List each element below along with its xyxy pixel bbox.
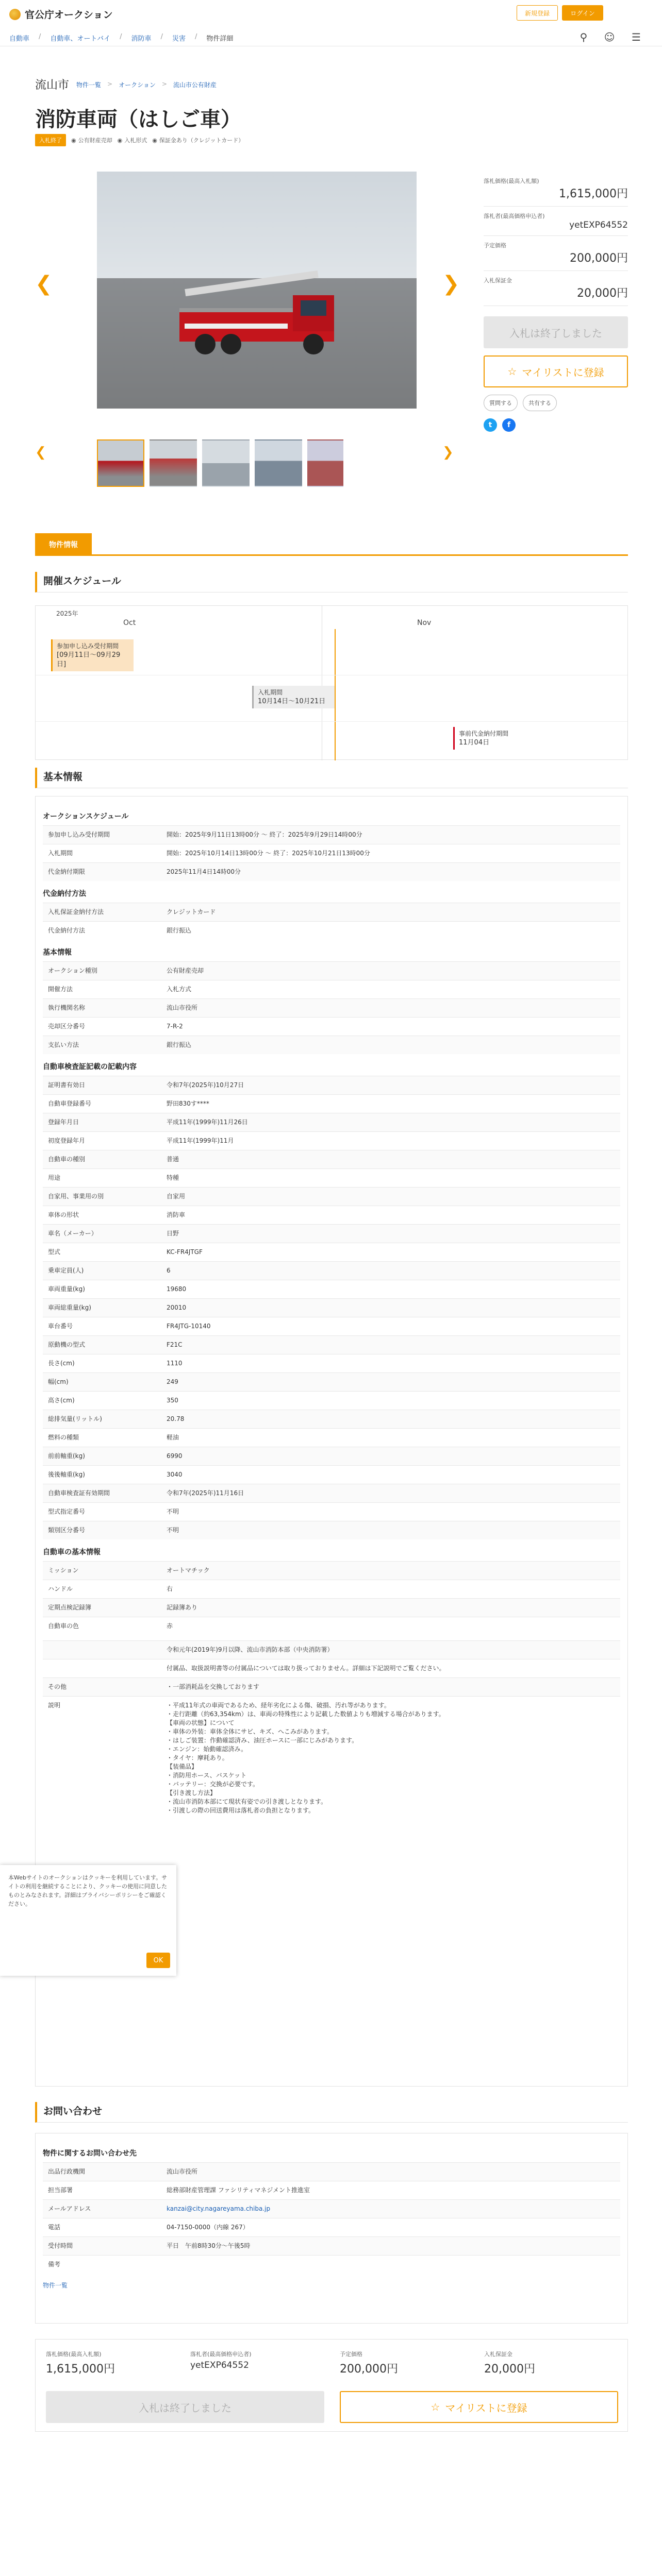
table-row bbox=[43, 1317, 620, 1336]
table-row bbox=[43, 2181, 620, 2200]
info-value: 記録簿あり bbox=[161, 1599, 620, 1617]
table-row bbox=[43, 1280, 620, 1299]
tag-icon: ◉ bbox=[117, 137, 123, 144]
register-button[interactable]: 新規登録 bbox=[517, 5, 558, 21]
contact-key: 出品行政機関 bbox=[43, 2163, 161, 2181]
info-key: 車台番号 bbox=[43, 1317, 161, 1336]
bottom-deposit bbox=[484, 2350, 535, 2376]
deposit-value: 20,000円 bbox=[577, 287, 628, 300]
info-key: 総排気量(リットル) bbox=[43, 1410, 161, 1429]
info-value: 令和元年(2019年)9月以降、流山市消防本部（中央消防署） bbox=[161, 1641, 620, 1659]
info-value: 日野 bbox=[161, 1225, 620, 1243]
info-value: 平成11年(1999年)11月 bbox=[161, 1132, 620, 1150]
next-photo-arrow-icon[interactable]: ❯ bbox=[442, 272, 460, 296]
bottom-winner bbox=[190, 2350, 252, 2370]
info-key: 自動車検査証有効期間 bbox=[43, 1484, 161, 1503]
info-value: 令和7年(2025年)10月27日 bbox=[161, 1076, 620, 1095]
table-row bbox=[43, 1599, 620, 1617]
gnav-item[interactable]: 消防車 bbox=[131, 35, 152, 43]
main-photo bbox=[97, 172, 417, 409]
table-row bbox=[43, 1336, 620, 1354]
side-actions bbox=[484, 395, 628, 411]
info-key bbox=[43, 1659, 161, 1678]
table-row bbox=[43, 1521, 620, 1540]
tag-item bbox=[152, 136, 244, 144]
winner-row bbox=[484, 207, 628, 236]
tag-icon: ◉ bbox=[152, 137, 157, 144]
table-row bbox=[43, 1225, 620, 1243]
bottom-winner-value: yetEXP64552 bbox=[190, 2360, 249, 2370]
next-thumb-arrow-icon[interactable]: ❯ bbox=[442, 445, 454, 460]
bottom-add-to-mylist-label: マイリストに登録 bbox=[445, 2401, 527, 2414]
status-badge: 入札終了 bbox=[35, 134, 66, 146]
info-value: オートマチック bbox=[161, 1562, 620, 1580]
table-row bbox=[43, 1132, 620, 1150]
table-row bbox=[43, 1373, 620, 1392]
info-value: 不明 bbox=[161, 1503, 620, 1521]
bottom-planned-price-label: 予定価格 bbox=[340, 2351, 362, 2358]
table-row bbox=[43, 1562, 620, 1580]
info-value: 特種 bbox=[161, 1169, 620, 1188]
schedule-bar-label: 事前代金納付期間 bbox=[459, 730, 509, 737]
info-value: 銀行振込 bbox=[161, 922, 620, 940]
user-icon[interactable]: ☺ bbox=[604, 31, 615, 43]
info-table bbox=[43, 903, 620, 940]
bottom-winner-label: 落札者(最高価格申込者) bbox=[190, 2351, 252, 2358]
table-row bbox=[43, 1036, 620, 1055]
social-share bbox=[484, 418, 628, 432]
info-key: 開催方法 bbox=[43, 980, 161, 999]
gnav-item[interactable]: 災害 bbox=[172, 35, 186, 43]
info-value: 6990 bbox=[161, 1447, 620, 1466]
info-value: 6 bbox=[161, 1262, 620, 1280]
info-value: F21C bbox=[161, 1336, 620, 1354]
schedule-bar-range: 11月04日 bbox=[459, 739, 490, 747]
info-value: 3040 bbox=[161, 1466, 620, 1484]
info-value: 赤 bbox=[161, 1617, 620, 1636]
info-group-title: オークションスケジュール bbox=[43, 812, 129, 821]
schedule-heading: 開催スケジュール bbox=[35, 572, 628, 592]
tab-item-info[interactable]: 物件情報 bbox=[35, 533, 92, 556]
basic-info-heading: 基本情報 bbox=[35, 768, 628, 788]
site-logo[interactable] bbox=[9, 7, 113, 21]
description-label: 説明 bbox=[43, 1697, 161, 1820]
info-key: 執行機関名称 bbox=[43, 999, 161, 1018]
info-group-title: 自動車検査証記載の記載内容 bbox=[43, 1063, 137, 1071]
info-key: 自家用、事業用の別 bbox=[43, 1188, 161, 1206]
contact-panel bbox=[35, 2133, 628, 2324]
table-row bbox=[43, 1580, 620, 1599]
info-key: 車名（メーカー） bbox=[43, 1225, 161, 1243]
tag-icon: ◉ bbox=[71, 137, 76, 144]
page-title: 消防車両（はしご車） bbox=[35, 108, 241, 131]
thumbnail[interactable] bbox=[202, 439, 250, 487]
contact-value bbox=[161, 2256, 620, 2274]
info-key: 幅(cm) bbox=[43, 1373, 161, 1392]
info-key: 代金納付方法 bbox=[43, 922, 161, 940]
table-row bbox=[43, 1392, 620, 1410]
menu-icon[interactable]: ☰ bbox=[632, 31, 641, 43]
tag-item bbox=[71, 136, 112, 144]
schedule-chart bbox=[35, 605, 628, 760]
table-row bbox=[43, 2163, 620, 2181]
login-button[interactable]: ログイン bbox=[562, 5, 603, 21]
add-to-mylist-button[interactable] bbox=[484, 355, 628, 387]
info-key: 長さ(cm) bbox=[43, 1354, 161, 1373]
table-row bbox=[43, 826, 620, 844]
info-value: 249 bbox=[161, 1373, 620, 1392]
info-value: 7-R-2 bbox=[161, 1018, 620, 1036]
table-row bbox=[43, 844, 620, 863]
schedule-bar-label: 参加申し込み受付期間 bbox=[57, 642, 119, 650]
twitter-icon[interactable]: t bbox=[484, 418, 497, 432]
table-row bbox=[43, 863, 620, 882]
logo-mark-icon bbox=[9, 9, 21, 20]
bottom-deposit-value: 20,000円 bbox=[484, 2363, 535, 2376]
description-line: ・走行距離（約63,354km）は、車両の特殊性により記載した数値よりも増減する場合があります。 bbox=[167, 1710, 445, 1718]
contact-key: 電話 bbox=[43, 2218, 161, 2237]
tag-item bbox=[118, 136, 147, 144]
info-key: 車両総重量(kg) bbox=[43, 1299, 161, 1317]
info-key: ミッション bbox=[43, 1562, 161, 1580]
planned-price-row bbox=[484, 236, 628, 271]
info-key: ハンドル bbox=[43, 1580, 161, 1599]
info-key: 型式指定番号 bbox=[43, 1503, 161, 1521]
info-key: 前前軸重(kg) bbox=[43, 1447, 161, 1466]
info-value: 自家用 bbox=[161, 1188, 620, 1206]
schedule-row bbox=[36, 675, 627, 722]
thumbnail[interactable] bbox=[255, 439, 302, 487]
table-row bbox=[43, 1447, 620, 1466]
bottom-planned-price bbox=[340, 2350, 398, 2376]
info-key: 車体の形状 bbox=[43, 1206, 161, 1225]
contact-group-title: 物件に関するお問い合わせ先 bbox=[43, 2149, 137, 2158]
tab-bar bbox=[35, 533, 628, 556]
schedule-bar-label: 入札期間 bbox=[258, 689, 283, 696]
info-value: 付属品、取扱説明書等の付属品については取り扱っておりません。詳細は下記説明でご覧ください。 bbox=[161, 1659, 620, 1678]
info-key: 証明書有効日 bbox=[43, 1076, 161, 1095]
info-value: 2025年11月4日14時00分 bbox=[161, 863, 620, 882]
info-table bbox=[43, 1076, 620, 1539]
info-value: 開始：2025年10月14日13時00分 ～ 終了：2025年10月21日13時00分 bbox=[161, 844, 620, 863]
bottom-planned-price-value: 200,000円 bbox=[340, 2363, 398, 2376]
description-body bbox=[161, 1697, 620, 1820]
info-value: 入札方式 bbox=[161, 980, 620, 999]
schedule-row bbox=[36, 629, 627, 675]
table-row bbox=[43, 922, 620, 940]
table-row bbox=[43, 999, 620, 1018]
contact-value: 平日 午前8時30分～午後5時 bbox=[161, 2237, 620, 2256]
info-key: 初度登録年月 bbox=[43, 1132, 161, 1150]
contact-key: 担当部署 bbox=[43, 2181, 161, 2200]
info-group-title: 基本情報 bbox=[43, 948, 72, 957]
contact-key: メールアドレス bbox=[43, 2200, 161, 2218]
bid-ended-button: 入札は終了しました bbox=[484, 316, 628, 348]
table-row bbox=[43, 903, 620, 922]
info-key: 原動機の型式 bbox=[43, 1336, 161, 1354]
table-row bbox=[43, 1659, 620, 1678]
facebook-icon[interactable]: f bbox=[502, 418, 516, 432]
info-key: 自動車の種別 bbox=[43, 1150, 161, 1169]
info-value: 令和7年(2025年)11月16日 bbox=[161, 1484, 620, 1503]
info-key: 参加申し込み受付期間 bbox=[43, 826, 161, 844]
contact-value: 04-7150-0000（内線 267） bbox=[161, 2218, 620, 2237]
bid-summary bbox=[484, 172, 628, 432]
description-line: ・引渡しの際の回送費用は落札者の負担となります。 bbox=[167, 1807, 315, 1814]
schedule-bar-range: [09月11日～09月29日] bbox=[57, 651, 121, 668]
contact-value: 総務部財産管理課 ファシリティマネジメント推進室 bbox=[161, 2181, 620, 2200]
info-key: オークション種別 bbox=[43, 962, 161, 980]
description-line: ・消防用ホース、バスケット bbox=[167, 1772, 247, 1779]
schedule-bar-payment bbox=[453, 727, 536, 750]
info-key: 用途 bbox=[43, 1169, 161, 1188]
search-icon[interactable]: ⚲ bbox=[580, 31, 588, 43]
info-value: クレジットカード bbox=[161, 903, 620, 922]
table-row bbox=[43, 1410, 620, 1429]
share-button[interactable]: 共有する bbox=[523, 395, 557, 411]
table-row bbox=[43, 1076, 620, 1095]
schedule-bar-entry bbox=[51, 639, 134, 671]
schedule-month: Nov bbox=[417, 619, 432, 627]
winning-bid-label: 落札価格(最高入札額) bbox=[484, 178, 539, 184]
contact-email-link[interactable]: kanzai@city.nagareyama.chiba.jp bbox=[161, 2200, 620, 2218]
description-row bbox=[43, 1697, 620, 1820]
add-to-mylist-label: マイリストに登録 bbox=[522, 366, 604, 379]
table-row bbox=[43, 1169, 620, 1188]
tag-label: 公有財産売却 bbox=[78, 137, 112, 144]
thumbnail[interactable] bbox=[97, 439, 144, 487]
breadcrumb-item[interactable]: 流山市公有財産 bbox=[173, 81, 217, 89]
bottom-winning-bid-value: 1,615,000円 bbox=[46, 2363, 115, 2376]
table-row bbox=[43, 1678, 620, 1697]
info-key: 高さ(cm) bbox=[43, 1392, 161, 1410]
table-row bbox=[43, 1188, 620, 1206]
schedule-month: Oct bbox=[123, 619, 136, 627]
table-row bbox=[43, 962, 620, 980]
info-value: 平成11年(1999年)11月26日 bbox=[161, 1113, 620, 1132]
table-row bbox=[43, 1150, 620, 1169]
breadcrumb: 物件一覧 > オークション > 流山市公有財産 bbox=[76, 80, 217, 89]
schedule-year: 2025年 bbox=[56, 610, 78, 617]
contact-key: 備考 bbox=[43, 2256, 161, 2274]
gnav-current: 物件詳細 bbox=[206, 35, 234, 43]
info-value: FR4JTG-10140 bbox=[161, 1317, 620, 1336]
breadcrumb-item[interactable]: オークション bbox=[119, 81, 156, 89]
winner-label: 落札者(最高価格申込者) bbox=[484, 213, 545, 219]
planned-price-label: 予定価格 bbox=[484, 242, 506, 249]
info-key: 入札期間 bbox=[43, 844, 161, 863]
description-line: ・エンジン：始動確認済み。 bbox=[167, 1745, 247, 1753]
table-row bbox=[43, 1095, 620, 1113]
table-row bbox=[43, 1113, 620, 1132]
contact-key: 受付時間 bbox=[43, 2237, 161, 2256]
schedule-bar-range: 10月14日～10月21日 bbox=[258, 698, 326, 705]
table-row bbox=[43, 1206, 620, 1225]
info-value: 19680 bbox=[161, 1280, 620, 1299]
table-row bbox=[43, 1484, 620, 1503]
cookie-text: 本Webサイトのオークションはクッキーを利用しています。サイトの利用を継続することにより、クッキーの使用に同意したものとみなされます。詳細はプライバシーポリシーをご確認ください。 bbox=[8, 1874, 168, 1907]
fire-truck-image bbox=[174, 259, 344, 362]
info-key: 類別区分番号 bbox=[43, 1521, 161, 1540]
info-table bbox=[43, 961, 620, 1054]
table-row bbox=[43, 2218, 620, 2237]
gnav-item[interactable]: 自動車 bbox=[9, 35, 30, 43]
table-row bbox=[43, 1429, 620, 1447]
info-value: KC-FR4JTGF bbox=[161, 1243, 620, 1262]
info-key: 自動車登録番号 bbox=[43, 1095, 161, 1113]
info-key: 乗車定員(人) bbox=[43, 1262, 161, 1280]
info-group-title: 自動車の基本情報 bbox=[43, 1548, 101, 1556]
description-line: 【車両の状態】について bbox=[167, 1719, 235, 1726]
table-row bbox=[43, 1641, 620, 1659]
tag-label: 保証金あり（クレジットカード） bbox=[159, 137, 244, 144]
info-key: 定期点検記録簿 bbox=[43, 1599, 161, 1617]
info-key: 売却区分番号 bbox=[43, 1018, 161, 1036]
info-value: 軽油 bbox=[161, 1429, 620, 1447]
schedule-bar-bid bbox=[252, 686, 335, 708]
info-key: 後後軸重(kg) bbox=[43, 1466, 161, 1484]
contact-heading: お問い合わせ bbox=[35, 2102, 628, 2123]
star-icon: ☆ bbox=[507, 365, 517, 378]
table-row bbox=[43, 1299, 620, 1317]
info-value: 不明 bbox=[161, 1521, 620, 1540]
cookie-ok-button[interactable]: OK bbox=[146, 1953, 170, 1968]
description-line: ・流山市消防本部にて現状有姿での引き渡しとなります。 bbox=[167, 1798, 327, 1805]
table-row bbox=[43, 1243, 620, 1262]
deposit-label: 入札保証金 bbox=[484, 277, 512, 284]
winner-value: yetEXP64552 bbox=[569, 220, 628, 230]
info-value: 普通 bbox=[161, 1150, 620, 1169]
global-breadcrumb: 自動車 / 自動車、オートバイ / 消防車 / 災害 / 物件詳細 bbox=[9, 33, 234, 43]
tag-label: 入札形式 bbox=[124, 137, 147, 144]
info-value: 20.78 bbox=[161, 1410, 620, 1429]
prev-thumb-arrow-icon[interactable]: ❮ bbox=[35, 445, 46, 460]
info-value: 350 bbox=[161, 1392, 620, 1410]
description-line: ・平成11年式の車両であるため、経年劣化による傷、破損、汚れ等があります。 bbox=[167, 1702, 390, 1709]
schedule-row bbox=[36, 722, 627, 768]
info-table bbox=[43, 825, 620, 881]
logo-text: 官公庁オークション bbox=[25, 9, 113, 21]
contact-table bbox=[43, 2162, 620, 2274]
thumbnail-strip bbox=[97, 439, 343, 487]
info-value: 流山市役所 bbox=[161, 999, 620, 1018]
org-name[interactable]: 流山市 bbox=[35, 79, 70, 92]
info-value: 銀行振込 bbox=[161, 1036, 620, 1055]
question-button[interactable]: 質問する bbox=[484, 395, 518, 411]
info-key: 代金納付期限 bbox=[43, 863, 161, 882]
bottom-bid-ended-button: 入札は終了しました bbox=[46, 2391, 324, 2423]
description-line: 【装備品】 bbox=[167, 1763, 198, 1770]
description-line: ・はしご装置：作動確認済み、油圧ホースに一部にじみがあります。 bbox=[167, 1737, 358, 1744]
info-group-title: 代金納付方法 bbox=[43, 890, 86, 898]
info-value: 消防車 bbox=[161, 1206, 620, 1225]
site-header bbox=[0, 0, 662, 46]
info-key: 燃料の種類 bbox=[43, 1429, 161, 1447]
info-table bbox=[43, 1561, 620, 1635]
info-value: 右 bbox=[161, 1580, 620, 1599]
cookie-banner bbox=[0, 1865, 176, 1976]
info-key: 登録年月日 bbox=[43, 1113, 161, 1132]
description-line: 【引き渡し方法】 bbox=[167, 1789, 217, 1797]
description-line: ・バッテリー：交換が必要です。 bbox=[167, 1781, 259, 1788]
info-key: 型式 bbox=[43, 1243, 161, 1262]
info-key: 自動車の色 bbox=[43, 1617, 161, 1636]
thumbnail[interactable] bbox=[307, 439, 343, 487]
info-value: 20010 bbox=[161, 1299, 620, 1317]
table-row bbox=[43, 2256, 620, 2274]
deposit-row bbox=[484, 271, 628, 306]
bottom-winning-bid bbox=[46, 2350, 115, 2376]
table-row bbox=[43, 1617, 620, 1636]
description-line: ・タイヤ：摩耗あり。 bbox=[167, 1754, 228, 1761]
planned-price-value: 200,000円 bbox=[570, 252, 628, 265]
info-value: 公有財産売却 bbox=[161, 962, 620, 980]
breadcrumb-item[interactable]: 物件一覧 bbox=[76, 81, 102, 89]
info-key: 支払い方法 bbox=[43, 1036, 161, 1055]
info-key bbox=[43, 1641, 161, 1659]
table-row bbox=[43, 1262, 620, 1280]
info-value: 開始：2025年9月11日13時00分 ～ 終了：2025年9月29日14時00分 bbox=[161, 826, 620, 844]
table-row bbox=[43, 1354, 620, 1373]
winning-bid-row bbox=[484, 172, 628, 207]
table-row bbox=[43, 2237, 620, 2256]
info-value: 1110 bbox=[161, 1354, 620, 1373]
thumbnail[interactable] bbox=[150, 439, 197, 487]
contact-value: 流山市役所 bbox=[161, 2163, 620, 2181]
info-key: 入札保証金納付方法 bbox=[43, 903, 161, 922]
info-value: 野田830す**** bbox=[161, 1095, 620, 1113]
info-value: ・一部消耗品を交換しております bbox=[161, 1678, 620, 1697]
gnav-item[interactable]: 自動車、オートバイ bbox=[50, 35, 111, 43]
table-row bbox=[43, 2200, 620, 2218]
star-icon: ☆ bbox=[431, 2401, 440, 2413]
winning-bid-value: 1,615,000円 bbox=[559, 188, 628, 200]
info-table-more bbox=[43, 1640, 620, 1820]
description-line: ・車体の外装：車体全体にサビ、キズ、へこみがあります。 bbox=[167, 1728, 334, 1735]
table-row bbox=[43, 980, 620, 999]
table-row bbox=[43, 1503, 620, 1521]
bottom-winning-bid-label: 落札価格(最高入札額) bbox=[46, 2351, 102, 2358]
table-row bbox=[43, 1018, 620, 1036]
info-key: 車両重量(kg) bbox=[43, 1280, 161, 1299]
prev-photo-arrow-icon[interactable]: ❮ bbox=[35, 272, 53, 296]
info-key: その他 bbox=[43, 1678, 161, 1697]
bottom-bid-bar bbox=[35, 2339, 628, 2432]
bottom-add-to-mylist-button[interactable] bbox=[340, 2391, 618, 2423]
item-tags bbox=[35, 134, 244, 146]
bottom-deposit-label: 入札保証金 bbox=[484, 2351, 512, 2358]
table-row bbox=[43, 1466, 620, 1484]
item-list-link[interactable]: 物件一覧 bbox=[43, 2282, 68, 2289]
